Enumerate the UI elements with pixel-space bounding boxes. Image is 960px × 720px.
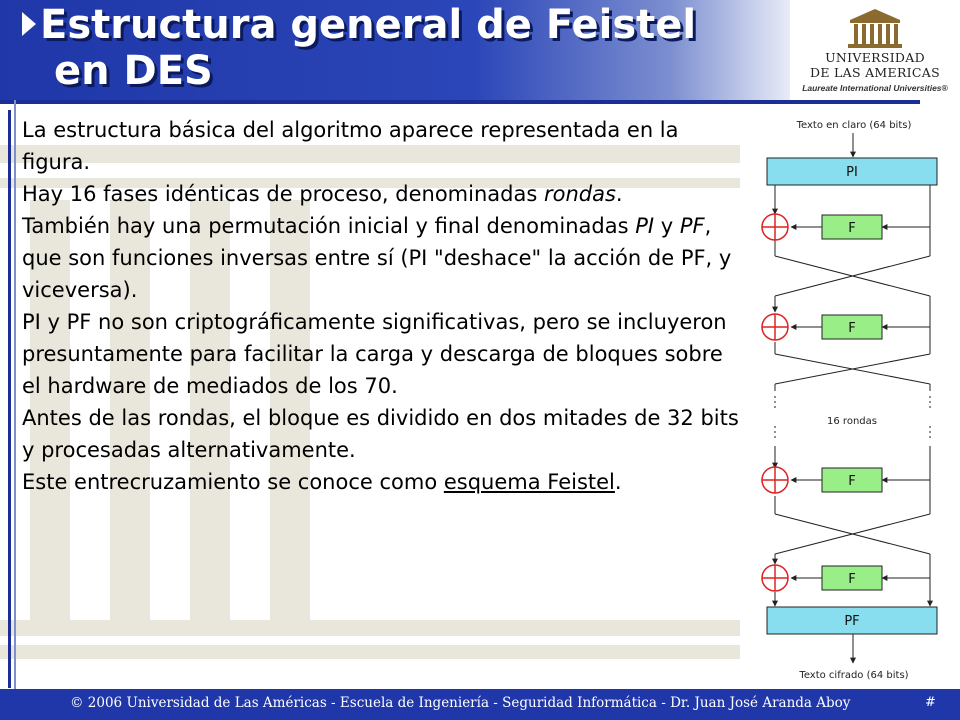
title-line-1: Estructura general de Feistel <box>40 2 697 48</box>
title-bullet-icon <box>22 12 36 36</box>
page-number: # <box>925 695 936 710</box>
logo-line-2: DE LAS AMERICAS <box>810 65 940 80</box>
left-accent-bar <box>8 110 11 688</box>
xor-icon <box>762 467 788 493</box>
title-line-2: en DES <box>54 48 213 94</box>
rounds-label: 16 rondas <box>827 416 877 427</box>
body-text <box>22 114 744 498</box>
slide-title <box>40 2 696 94</box>
feistel-link[interactable]: esquema Feistel <box>443 470 615 494</box>
xor-icon <box>762 565 788 591</box>
paragraph-1: La estructura básica del algoritmo aparece representada en la figura. <box>22 118 679 174</box>
f-label-1: F <box>848 221 856 236</box>
round-15 <box>762 467 882 493</box>
round-16 <box>762 565 882 591</box>
paragraph-3: También hay una permutación inicial y final denominadas PI y PF, que son funciones inversas entre sí (PI "deshace" la acción de PF, y viceversa). <box>22 214 732 302</box>
f-label-2: F <box>848 321 856 336</box>
f-label-4: F <box>848 572 856 587</box>
university-logo <box>800 6 950 98</box>
building-icon <box>800 6 950 50</box>
slide-footer <box>0 689 960 720</box>
left-accent-line <box>14 100 16 690</box>
output-label: Texto cifrado (64 bits) <box>799 670 909 681</box>
paragraph-6: Este entrecruzamiento se conoce como esquema Feistel. <box>22 470 622 494</box>
paragraph-2: Hay 16 fases idénticas de proceso, denominadas rondas. <box>22 182 623 206</box>
header-rule <box>0 100 920 104</box>
logo-line-3: Laureate International Universities® <box>802 83 948 93</box>
round-1 <box>762 214 882 240</box>
logo-line-1: UNIVERSIDAD <box>825 50 925 65</box>
feistel-diagram <box>750 116 960 686</box>
input-label: Texto en claro (64 bits) <box>796 120 912 131</box>
footer-text: © 2006 Universidad de Las Américas - Escuela de Ingeniería - Seguridad Informática - Dr. Juan José Aranda Aboy <box>70 695 851 711</box>
pf-label: PF <box>844 614 860 629</box>
slide-header <box>0 0 960 104</box>
pi-label: PI <box>846 165 858 180</box>
paragraph-4: PI y PF no son criptográficamente significativas, pero se incluyeron presuntamente para facilitar la carga y descarga de bloques sobre el hardware de mediados de los 70. <box>22 310 727 398</box>
xor-icon <box>762 314 788 340</box>
paragraph-5: Antes de las rondas, el bloque es dividido en dos mitades de 32 bits y procesadas alternativamente. <box>22 406 739 462</box>
round-2 <box>762 314 882 340</box>
f-label-3: F <box>848 474 856 489</box>
xor-icon <box>762 214 788 240</box>
